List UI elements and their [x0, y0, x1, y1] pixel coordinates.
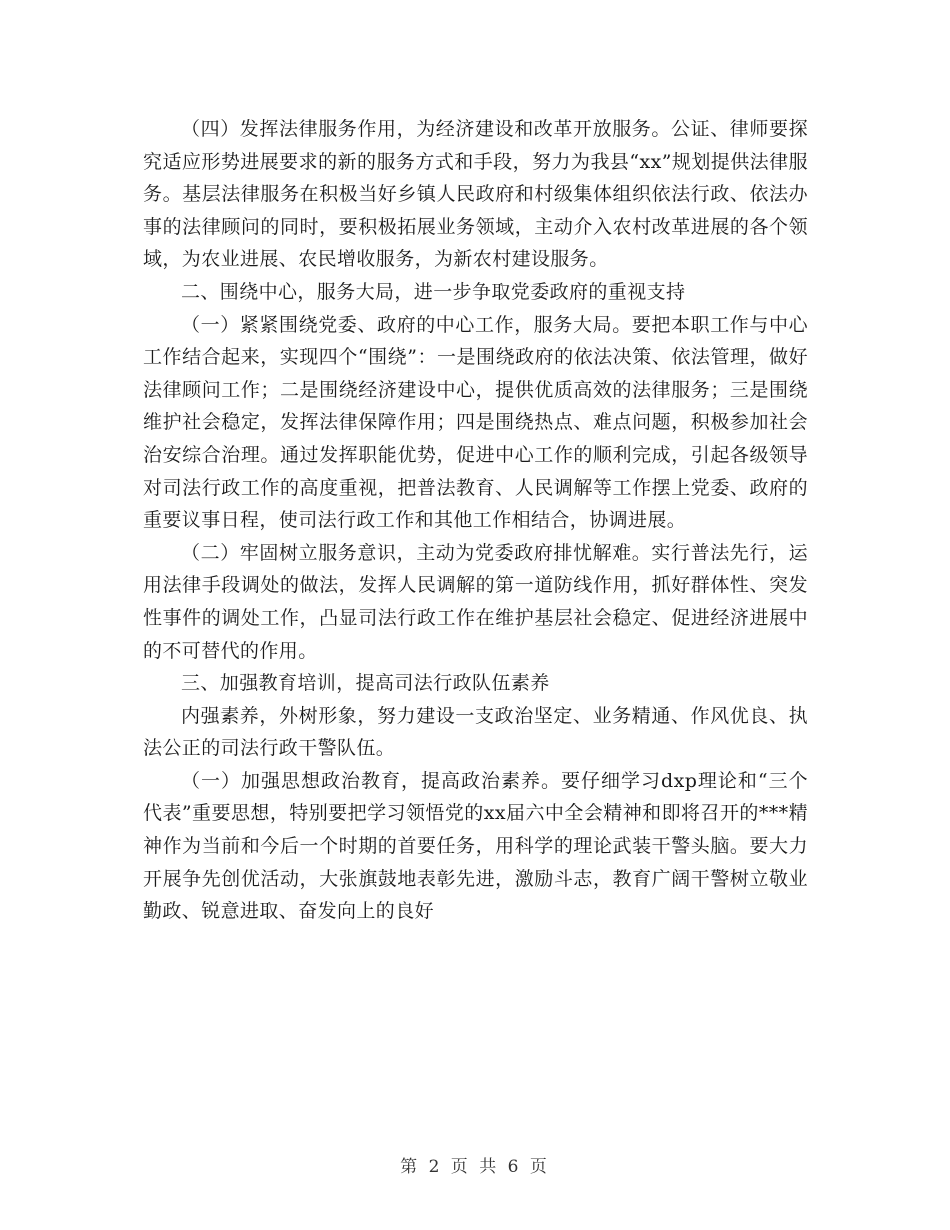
heading-section-three: 三、加强教育培训，提高司法行政队伍素养 [181, 672, 550, 695]
paragraph-service-awareness: （二）牢固树立服务意识，主动为党委政府排忧解难。实行普法先行，运用法律手段调处的做法，发挥人民调解的第一道防线作用，抓好群体性、突发性事件的调处工作，凸显司法行政工作在维护基层社会稳定、促进经济进展中的不可替代的作用。 [143, 541, 808, 662]
paragraph-legal-services: （四）发挥法律服务作用，为经济建设和改革开放服务。公证、律师要探究适应形势进展要求的新的服务方式和手段，努力为我县“xx”规划提供法律服务。基层法律服务在积极当好乡镇人民政府和村级集体组织依法行政、依法办事的法律顾问的同时，要积极拓展业务领域，主动介入农村改革进展的各个领域，为农业进展、农民增收服务，为新农村建设服务。 [143, 118, 808, 271]
paragraph-center-work: （一）紧紧围绕党委、政府的中心工作，服务大局。要把本职工作与中心工作结合起来，实现四个“围绕”：一是围绕政府的依法决策、依法管理，做好法律顾问工作；二是围绕经济建设中心，提供优质高效的法律服务；三是围绕维护社会稳定，发挥法律保障作用；四是围绕热点、难点问题，积极参加社会治安综合治理。通过发挥职能优势，促进中心工作的顺利完成，引起各级领导对司法行政工作的高度重视，把普法教育、人民调解等工作摆上党委、政府的重要议事日程，使司法行政工作和其他工作相结合，协调进展。 [143, 313, 808, 532]
paragraph-political-education: （一）加强思想政治教育，提高政治素养。要仔细学习dxp理论和“三个代表”重要思想，特别要把学习领悟党的xx届六中全会精神和即将召开的***精神作为当前和今后一个时期的首要任务，用科学的理论武装干警头脑。要大力开展争先创优活动，大张旗鼓地表彰先进，激励斗志，教育广阔干警树立敬业勤政、锐意进取、奋发向上的良好 [143, 769, 808, 923]
document-body [143, 113, 808, 928]
paragraph-team-building: 内强素养，外树形象，努力建设一支政治坚定、业务精通、作风优良、执法公正的司法行政干警队伍。 [143, 704, 808, 760]
page-footer [0, 1152, 950, 1177]
heading-section-two: 二、围绕中心，服务大局，进一步争取党委政府的重视支持 [181, 280, 686, 303]
page-number: 第 2 页 共 6 页 [400, 1157, 550, 1177]
